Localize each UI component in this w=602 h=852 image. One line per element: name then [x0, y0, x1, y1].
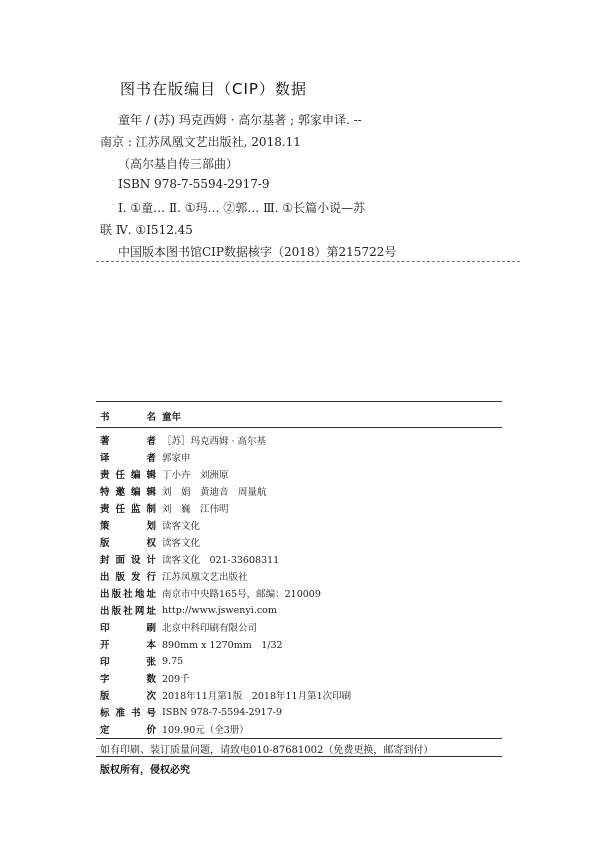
info-label: 出版发行: [100, 572, 156, 583]
title-divider: [96, 427, 502, 428]
info-row-isbn: [100, 704, 282, 720]
info-row-address: [100, 585, 321, 601]
info-value: 童年: [162, 412, 182, 423]
info-row-title: [100, 408, 181, 424]
info-value: ISBN 978-7-5594-2917-9: [162, 706, 282, 718]
info-row-editor: [100, 466, 229, 482]
dashed-divider: [96, 261, 520, 262]
cip-line-record-number: 中国版本图书馆CIP数据核字（2018）第215722号: [118, 245, 397, 259]
info-label: 特邀编辑: [100, 487, 156, 498]
info-row-format: [100, 636, 283, 652]
cip-line-classification: Ⅰ. ①童… Ⅱ. ①玛… ②郭… Ⅲ. ①长篇小说—苏: [118, 201, 366, 215]
info-row-word-count: [100, 670, 190, 686]
info-value: http://www.jswenyi.com: [162, 604, 277, 616]
info-row-planning: [100, 517, 200, 533]
info-label: 印 张: [100, 657, 156, 668]
info-row-sheets: [100, 653, 183, 669]
info-value: 读客文化: [162, 538, 201, 549]
info-label: 标准书号: [100, 708, 156, 719]
top-rule: [96, 401, 502, 402]
info-value: 9.75: [162, 655, 184, 667]
info-label: 著 者: [100, 436, 156, 447]
info-value: 江苏凤凰文艺出版社: [162, 572, 248, 583]
info-label: 书 名: [100, 412, 156, 423]
info-label: 责任编辑: [100, 470, 156, 481]
info-value: 刘 娟 黄迪音 周量航: [162, 487, 267, 498]
info-label: 定 价: [100, 725, 156, 736]
info-label: 版 次: [100, 691, 156, 702]
bottom-rule-lower: [96, 756, 502, 757]
info-value: 109.90元（全3册）: [162, 725, 249, 736]
bottom-rule-upper: [96, 738, 502, 739]
info-value: 读客文化 021-33608311: [162, 555, 280, 566]
info-label: 开 本: [100, 640, 156, 651]
info-label: 印 刷: [100, 623, 156, 634]
info-value: 2018年11月第1版 2018年11月第1次印刷: [162, 691, 352, 702]
info-label: 策 划: [100, 521, 156, 532]
info-value: 读客文化: [162, 521, 201, 532]
quality-notice: 如有印刷、装订质量问题，请致电010-87681002（免费更换，邮寄到付）: [100, 745, 434, 756]
info-value: 刘 巍 江伟明: [162, 504, 229, 515]
info-row-edition: [100, 687, 351, 703]
info-label: 责任监制: [100, 504, 156, 515]
info-row-distributor: [100, 568, 248, 584]
cip-line-isbn: ISBN 978-7-5594-2917-9: [118, 177, 270, 191]
info-value: ［苏］玛克西姆 · 高尔基: [162, 436, 267, 447]
info-row-copyright-holder: [100, 534, 200, 550]
cip-line-title-author: 童年 / (苏) 玛克西姆 · 高尔基著 ; 郭家申译. --: [118, 113, 362, 127]
info-value: 209千: [162, 674, 190, 685]
info-row-cover-design: [100, 551, 279, 567]
copyright-notice: 版权所有，侵权必究: [100, 765, 190, 776]
info-label: 译 者: [100, 453, 156, 464]
info-row-price: [100, 721, 249, 737]
cip-line-publisher: 南京 : 江苏凤凰文艺出版社, 2018.11: [100, 135, 301, 149]
info-label: 出版社网址: [100, 606, 156, 617]
cip-line-classification-cont: 联 Ⅳ. ①I512.45: [100, 223, 193, 237]
info-value: 郭家申: [162, 453, 191, 464]
info-row-author: [100, 432, 266, 448]
info-label: 出版社地址: [100, 589, 156, 600]
info-value: 丁小卉 刘洲原: [162, 470, 229, 481]
cip-title: 图书在版编目（CIP）数据: [120, 80, 307, 98]
info-row-translator: [100, 449, 191, 465]
info-label: 封面设计: [100, 555, 156, 566]
info-value: 北京中科印刷有限公司: [162, 623, 258, 634]
info-row-supervisor: [100, 500, 229, 516]
info-row-printer: [100, 619, 257, 635]
info-row-guest-editor: [100, 483, 267, 499]
info-value: 890mm x 1270mm 1/32: [162, 640, 283, 651]
info-row-website: [100, 602, 277, 618]
info-value: 南京市中央路165号，邮编：210009: [162, 589, 321, 600]
cip-line-series: （高尔基自传三部曲）: [118, 157, 239, 171]
info-label: 版 权: [100, 538, 156, 549]
info-label: 字 数: [100, 674, 156, 685]
